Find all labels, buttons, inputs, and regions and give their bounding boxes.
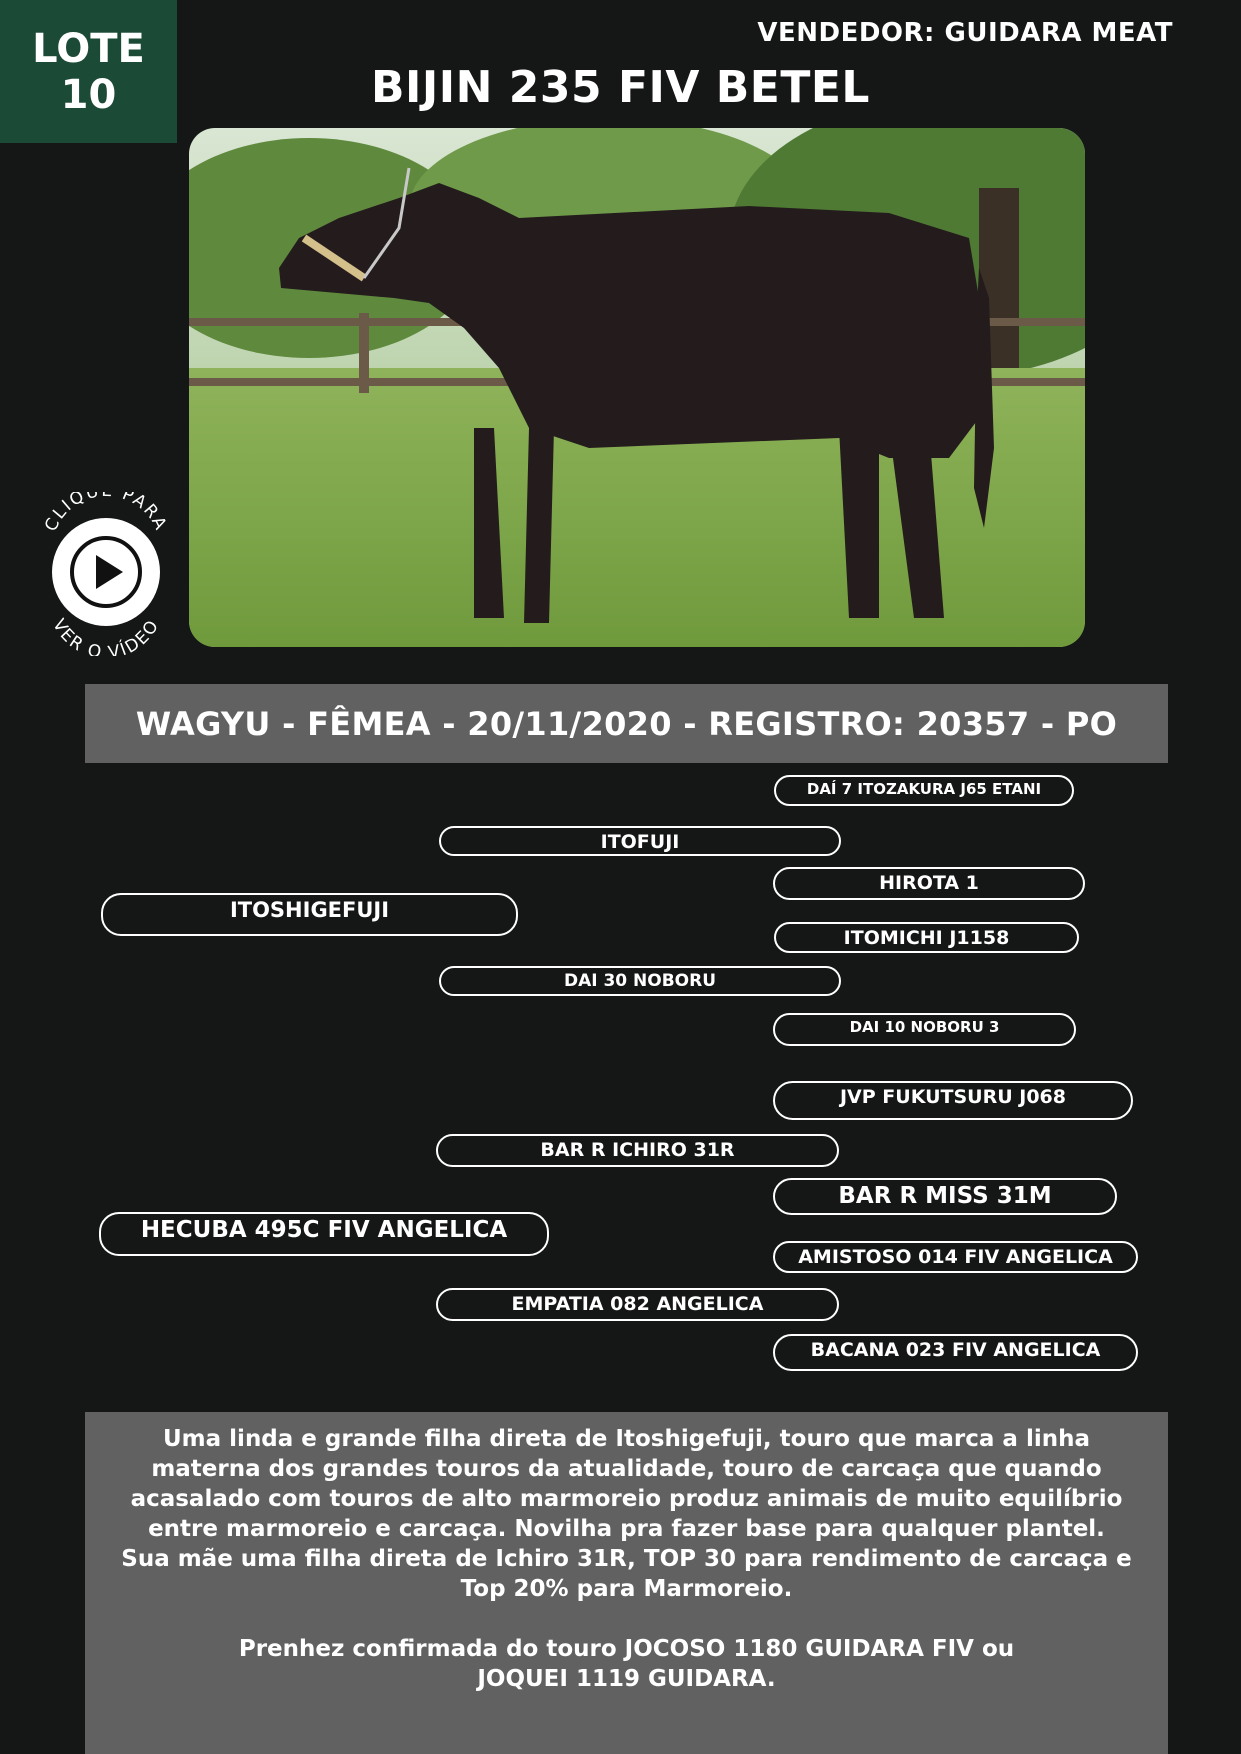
pedigree-dd-sire: AMISTOSO 014 FIV ANGELICA bbox=[773, 1241, 1138, 1273]
seller-label: VENDEDOR: GUIDARA MEAT bbox=[757, 18, 1173, 48]
pedigree-sire: ITOSHIGEFUJI bbox=[101, 893, 518, 936]
pregnancy-line: Prenhez confirmada do touro JOCOSO 1180 GUIDARA FIV ou bbox=[238, 1636, 1015, 1662]
info-bar: WAGYU - FÊMEA - 20/11/2020 - REGISTRO: 20357 - PO bbox=[85, 684, 1168, 763]
pedigree-d-sire: BAR R ICHIRO 31R bbox=[436, 1134, 839, 1167]
description-line: acasalado com touros de alto marmoreio produz animais de muito equilíbrio bbox=[130, 1486, 1123, 1512]
description-line: Sua mãe uma filha direta de Ichiro 31R, TOP 30 para rendimento de carcaça e bbox=[121, 1546, 1132, 1572]
pedigree-dd-dam: BACANA 023 FIV ANGELICA bbox=[773, 1334, 1138, 1371]
animal-name: BIJIN 235 FIV BETEL bbox=[371, 62, 870, 113]
pedigree-ds-sire: JVP FUKUTSURU J068 bbox=[773, 1081, 1133, 1120]
animal-photo bbox=[189, 128, 1085, 647]
pedigree-d-dam: EMPATIA 082 ANGELICA bbox=[436, 1288, 839, 1321]
description-panel bbox=[85, 1412, 1168, 1754]
description-line: Uma linda e grande filha direta de Itoshigefuji, touro que marca a linha bbox=[163, 1426, 1090, 1452]
video-bottom-text: VER O VÍDEO bbox=[48, 615, 164, 656]
pedigree-ds-dam: BAR R MISS 31M bbox=[773, 1178, 1117, 1215]
lot-label: LOTE bbox=[32, 25, 145, 72]
pedigree-s-sire: ITOFUJI bbox=[439, 826, 841, 856]
description-line: materna dos grandes touros da atualidade, touro de carcaça que quando bbox=[151, 1456, 1102, 1482]
video-top-text: CLIQU PARA bbox=[41, 492, 171, 535]
video-button[interactable] bbox=[34, 492, 178, 656]
pedigree-sd-dam: DAI 10 NOBORU 3 bbox=[773, 1013, 1076, 1046]
lot-number: 10 bbox=[60, 71, 117, 118]
play-icon[interactable] bbox=[52, 518, 160, 626]
pedigree-ss-dam: HIROTA 1 bbox=[773, 867, 1085, 900]
pedigree-s-dam: DAI 30 NOBORU bbox=[439, 966, 841, 996]
description-line: entre marmoreio e carcaça. Novilha pra fazer base para qualquer plantel. bbox=[148, 1516, 1105, 1542]
description-line: Top 20% para Marmoreio. bbox=[460, 1576, 793, 1602]
pregnancy-line: JOQUEI 1119 GUIDARA. bbox=[477, 1666, 776, 1692]
pedigree-dam: HECUBA 495C FIV ANGELICA bbox=[99, 1212, 549, 1256]
pedigree-sd-sire: ITOMICHI J1158 bbox=[774, 922, 1079, 953]
pedigree-ss-sire: DAÍ 7 ITOZAKURA J65 ETANI bbox=[774, 775, 1074, 806]
